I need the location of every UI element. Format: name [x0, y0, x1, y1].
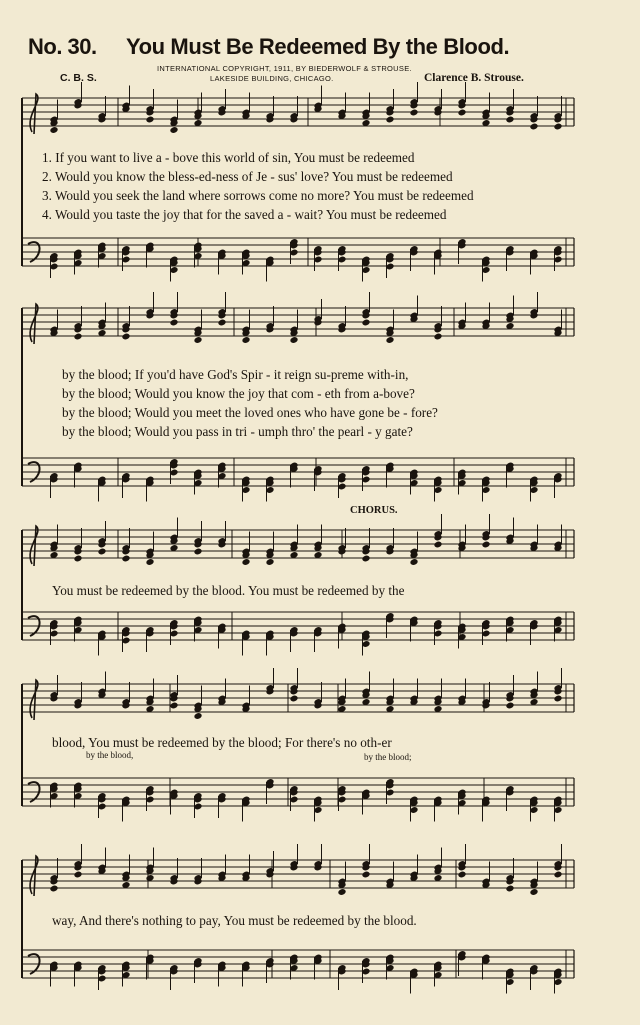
system-1-treble-notehead — [553, 123, 562, 131]
system-1-treble-notehead — [457, 109, 466, 117]
system-4-treble-notehead — [289, 695, 298, 703]
hymn-number: No. 30. — [28, 34, 97, 59]
verse-3-line-2: by the blood; Would you meet the loved ones who have gone be - fore? — [62, 405, 438, 420]
system-3-treble-notehead — [121, 555, 130, 563]
system-1-treble-notehead — [505, 116, 514, 124]
system-2-treble-notehead — [193, 336, 202, 344]
chorus-echo-1: by the blood, — [86, 750, 134, 760]
system-3-treble-notehead — [241, 558, 250, 566]
system-1-treble-notehead — [385, 116, 394, 124]
system-5-treble-notehead — [73, 871, 82, 879]
system-2-treble-notehead — [73, 333, 82, 341]
system-3-treble-notehead — [97, 548, 106, 556]
system-1-treble-notehead — [169, 126, 178, 134]
verse-2-line-2: by the blood; Would you know the joy that com - eth from a-bove? — [62, 386, 415, 401]
system-5-treble-clef — [30, 856, 38, 896]
verse-4-line-1: 4. Would you taste the joy that for the saved a - wait? You must be redeemed — [42, 207, 447, 222]
chorus-lyric-line-3: way, And there's nothing to pay, You must be redeemed by the blood. — [52, 913, 417, 928]
system-3-treble-notehead — [193, 548, 202, 556]
system-3-treble-notehead — [481, 541, 490, 549]
system-3-treble-notehead — [73, 555, 82, 563]
system-2-treble-clef — [30, 304, 38, 344]
system-3-treble-notehead — [433, 541, 442, 549]
system-1-treble-notehead — [409, 109, 418, 117]
system-5-treble-notehead — [49, 885, 58, 893]
system-4-treble-notehead — [505, 702, 514, 710]
system-2-treble-notehead — [289, 336, 298, 344]
words-credit: C. B. S. — [60, 72, 97, 84]
system-2-treble-notehead — [361, 319, 370, 327]
system-1-treble-notehead — [145, 116, 154, 124]
publisher-address: LAKESIDE BUILDING, CHICAGO. — [210, 74, 334, 83]
system-3-treble-clef — [30, 526, 38, 566]
verse-3-line-1: 3. Would you seek the land where sorrows come no more? You must be redeemed — [42, 188, 474, 203]
system-1-treble-notehead — [529, 123, 538, 131]
system-3-treble-notehead — [265, 558, 274, 566]
system-5-treble-notehead — [505, 885, 514, 893]
system-3-treble-notehead — [145, 558, 154, 566]
system-5-treble-notehead — [553, 871, 562, 879]
system-1-treble-clef — [30, 94, 38, 134]
system-5-treble-notehead — [457, 871, 466, 879]
verse-1-line-2: by the blood; If you'd have God's Spir - it reign su-preme with-in, — [62, 367, 409, 382]
system-2-treble-notehead — [169, 319, 178, 327]
composer-credit: Clarence B. Strouse. — [424, 72, 524, 84]
system-3-treble-notehead — [409, 558, 418, 566]
copyright-notice: INTERNATIONAL COPYRIGHT, 1911, BY BIEDERWOLF & STROUSE. — [157, 64, 412, 73]
system-2-treble-notehead — [433, 333, 442, 341]
system-2-treble-notehead — [241, 336, 250, 344]
chorus-lyric-line-2: blood, You must be redeemed by the blood; For there's no oth-er — [52, 735, 392, 750]
system-2-treble-notehead — [217, 319, 226, 327]
system-4-treble-clef — [30, 680, 38, 720]
system-5-treble-notehead — [529, 888, 538, 896]
system-5-treble-notehead — [337, 888, 346, 896]
system-4-treble-notehead — [169, 702, 178, 710]
verse-1-line-1: 1. If you want to live a - bove this world of sin, You must be redeemed — [42, 150, 415, 165]
hymn-title: You Must Be Redeemed By the Blood. — [126, 34, 510, 59]
chorus-lyric-line-1: You must be redeemed by the blood. You must be redeemed by the — [52, 583, 405, 598]
system-2-treble-notehead — [121, 333, 130, 341]
verse-2-line-1: 2. Would you know the bless-ed-ness of Je - sus' love? You must be redeemed — [42, 169, 453, 184]
system-4-treble-notehead — [553, 695, 562, 703]
chorus-echo-2: by the blood; — [364, 752, 412, 762]
system-5-treble-notehead — [361, 871, 370, 879]
verse-4-line-2: by the blood; Would you pass in tri - umph thro' the pearl - y gate? — [62, 424, 413, 439]
system-1-treble-notehead — [49, 126, 58, 134]
chorus-label: CHORUS. — [350, 505, 398, 516]
system-4-treble-notehead — [193, 712, 202, 720]
system-2-treble-notehead — [385, 336, 394, 344]
system-3-treble-notehead — [361, 555, 370, 563]
